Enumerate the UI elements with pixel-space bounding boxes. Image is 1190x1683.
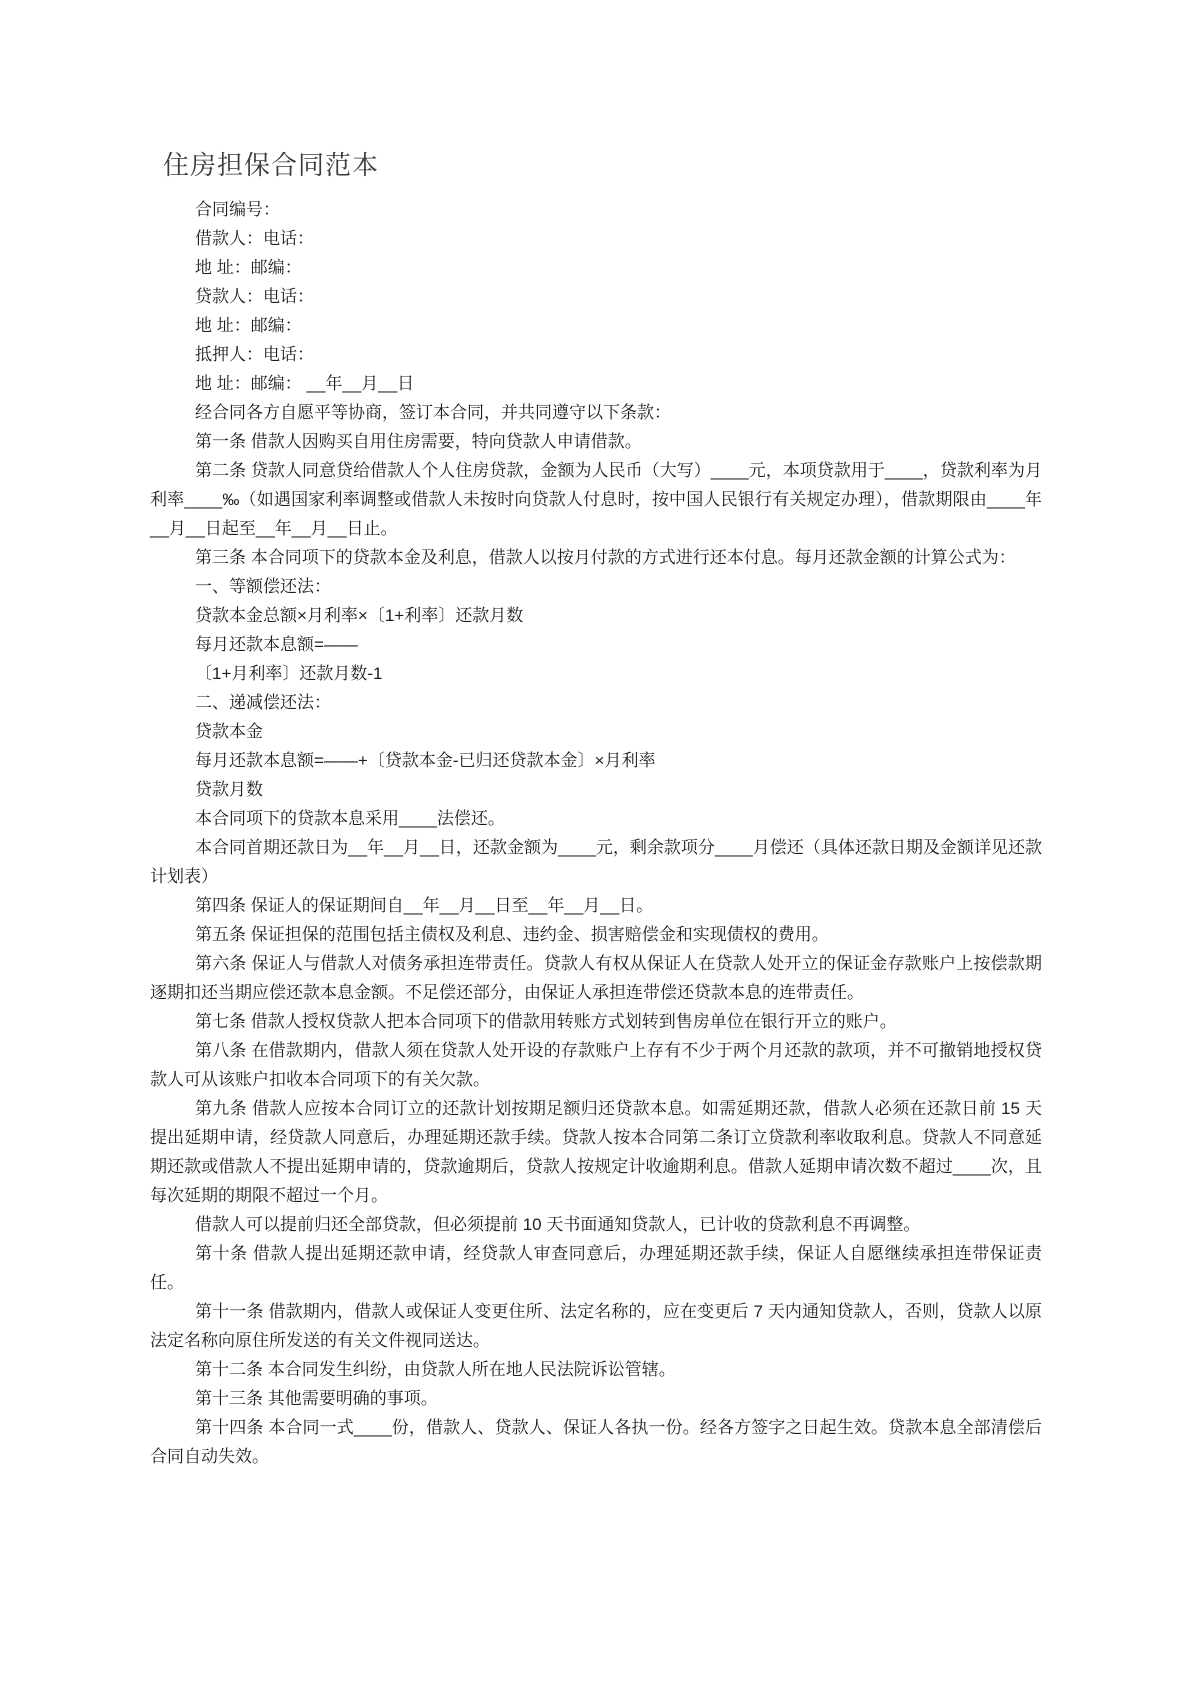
paragraph: 贷款月数 [195, 780, 263, 799]
paragraph: 本合同项下的贷款本息采用____法偿还。 [195, 809, 505, 828]
paragraph: 贷款本金 [195, 722, 263, 741]
paragraph: 第十一条 借款期内，借款人或保证人变更住所、法定名称的，应在变更后 7 天内通知贷款人，否则，贷款人以原法定名称向原住所发送的有关文件视同送达。 [150, 1302, 1042, 1350]
paragraph: 第十条 借款人提出延期还款申请，经贷款人审查同意后，办理延期还款手续，保证人自愿继续承担连带保证责任。 [150, 1244, 1042, 1292]
paragraph: 第十四条 本合同一式____份，借款人、贷款人、保证人各执一份。经各方签字之日起生效。贷款本息全部清偿后合同自动失效。 [150, 1418, 1042, 1466]
paragraph: 贷款人：电话： [195, 287, 314, 306]
paragraph: 地 址：邮编： [195, 258, 302, 277]
paragraph: 抵押人：电话： [195, 345, 314, 364]
paragraph: 经合同各方自愿平等协商，签订本合同，并共同遵守以下条款： [195, 403, 671, 422]
paragraph: 合同编号： [195, 200, 280, 219]
paragraph: 地 址：邮编： [195, 316, 302, 335]
paragraph: 一、等额偿还法： [195, 577, 331, 596]
paragraph: 第九条 借款人应按本合同订立的还款计划按期足额归还贷款本息。如需延期还款，借款人必须在还款日前 15 天提出延期申请，经贷款人同意后，办理延期还款手续。贷款人按本合同第二条订立贷款利率收取利息。贷款人不同意延期还款或借款人不提出延期申请的，贷款逾期后，贷款人按规定计收逾期利息。借款人延期申请次数不超过____次，且每次延期的期限不超过一个月。 [150, 1099, 1042, 1205]
paragraph: 第六条 保证人与借款人对债务承担连带责任。贷款人有权从保证人在贷款人处开立的保证金存款账户上按偿款期逐期扣还当期应偿还款本息金额。不足偿还部分，由保证人承担连带偿还贷款本息的连带责任。 [150, 954, 1042, 1002]
paragraph: 第十三条 其他需要明确的事项。 [195, 1389, 438, 1408]
paragraph: 第一条 借款人因购买自用住房需要，特向贷款人申请借款。 [195, 432, 642, 451]
contract-body [150, 195, 1042, 1471]
paragraph: 本合同首期还款日为__年__月__日，还款金额为____元，剩余款项分____月偿还（具体还款日期及金额详见还款计划表） [150, 838, 1042, 886]
paragraph: 第八条 在借款期内，借款人须在贷款人处开设的存款账户上存有不少于两个月还款的款项，并不可撤销地授权贷款人可从该账户扣收本合同项下的有关欠款。 [150, 1041, 1042, 1089]
paragraph: 〔1+月利率〕还款月数-1 [195, 664, 383, 683]
paragraph: 每月还款本息额=——+〔贷款本金-已归还贷款本金〕×月利率 [195, 751, 656, 770]
paragraph: 第十二条 本合同发生纠纷，由贷款人所在地人民法院诉讼管辖。 [195, 1360, 676, 1379]
paragraph: 第五条 保证担保的范围包括主债权及利息、违约金、损害赔偿金和实现债权的费用。 [195, 925, 829, 944]
paragraph: 贷款本金总额×月利率×〔1+利率〕还款月数 [195, 606, 524, 625]
paragraph: 二、递减偿还法： [195, 693, 331, 712]
paragraph: 每月还款本息额=—— [195, 635, 358, 654]
paragraph: 第四条 保证人的保证期间自__年__月__日至__年__月__日。 [195, 896, 654, 915]
paragraph: 第三条 本合同项下的贷款本金及利息，借款人以按月付款的方式进行还本付息。每月还款金额的计算公式为： [195, 548, 1016, 567]
paragraph: 第七条 借款人授权贷款人把本合同项下的借款用转账方式划转到售房单位在银行开立的账户。 [195, 1012, 897, 1031]
paragraph: 地 址：邮编： __年__月__日 [195, 374, 415, 393]
paragraph: 第二条 贷款人同意贷给借款人个人住房贷款，金额为人民币（大写）____元，本项贷款用于____，贷款利率为月利率____‰（如遇国家利率调整或借款人未按时向贷款人付息时，按中国人民银行有关规定办理），借款期限由____年__月__日起至__年__月__日止。 [150, 461, 1042, 538]
page-title: 住房担保合同范本 [163, 151, 380, 180]
paragraph: 借款人：电话： [195, 229, 314, 248]
paragraph: 借款人可以提前归还全部贷款，但必须提前 10 天书面通知贷款人，已计收的贷款利息不再调整。 [195, 1215, 921, 1234]
